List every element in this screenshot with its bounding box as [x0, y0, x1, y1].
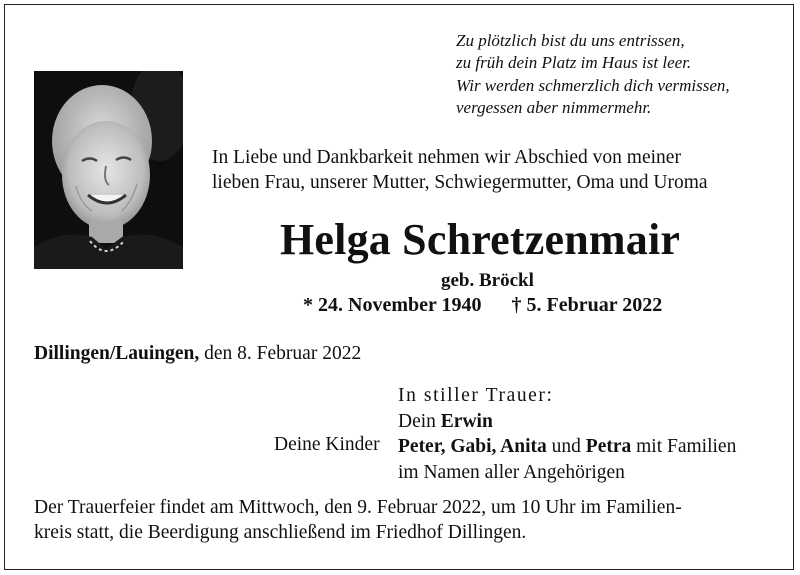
children-names: Peter, Gabi, Anita — [398, 436, 547, 457]
notice-date: den 8. Februar 2022 — [204, 343, 362, 364]
place: Dillingen/Lauingen, — [34, 343, 200, 364]
children-label: Deine Kinder — [274, 434, 380, 455]
poem-line: Wir werden schmerzlich dich vermissen, — [456, 75, 730, 95]
poem-line: zu früh dein Platz im Haus ist leer. — [456, 53, 692, 73]
death-date: † 5. Februar 2022 — [511, 294, 663, 316]
mourners-heading: In stiller Trauer: — [398, 385, 554, 406]
funeral-info — [34, 495, 682, 545]
birth-date: * 24. November 1940 — [303, 294, 482, 316]
intro-text — [212, 145, 708, 195]
poem-line: Zu plötzlich bist du uns entrissen, — [456, 31, 685, 50]
poem — [456, 30, 730, 119]
spouse-name: Erwin — [440, 410, 493, 432]
spouse-line — [398, 409, 736, 435]
children-line — [398, 434, 736, 460]
portrait-photo — [34, 71, 183, 269]
mourners-block — [398, 383, 736, 485]
funeral-info-line: kreis statt, die Beerdigung anschließend im Friedhof Dillingen. — [34, 522, 527, 543]
place-date-line — [34, 343, 361, 365]
poem-line: vergessen aber nimmermehr. — [456, 97, 652, 117]
children-last-name: Petra — [585, 436, 632, 457]
spouse-prefix: Dein — [398, 410, 436, 432]
closing-line: im Namen aller Angehörigen — [398, 461, 625, 483]
deceased-name: Helga Schretzenmair — [280, 215, 681, 264]
maiden-name: geb. Bröckl — [441, 270, 534, 291]
funeral-info-line: Der Trauerfeier findet am Mittwoch, den 9. Februar 2022, um 10 Uhr im Familien- — [34, 497, 682, 518]
intro-line: In Liebe und Dankbarkeit nehmen wir Abschied von meiner — [212, 147, 681, 168]
intro-line: lieben Frau, unserer Mutter, Schwiegermutter, Oma und Uroma — [212, 172, 708, 193]
children-suffix: mit Familien — [636, 436, 737, 457]
life-dates — [303, 294, 662, 317]
children-joiner: und — [551, 436, 581, 457]
